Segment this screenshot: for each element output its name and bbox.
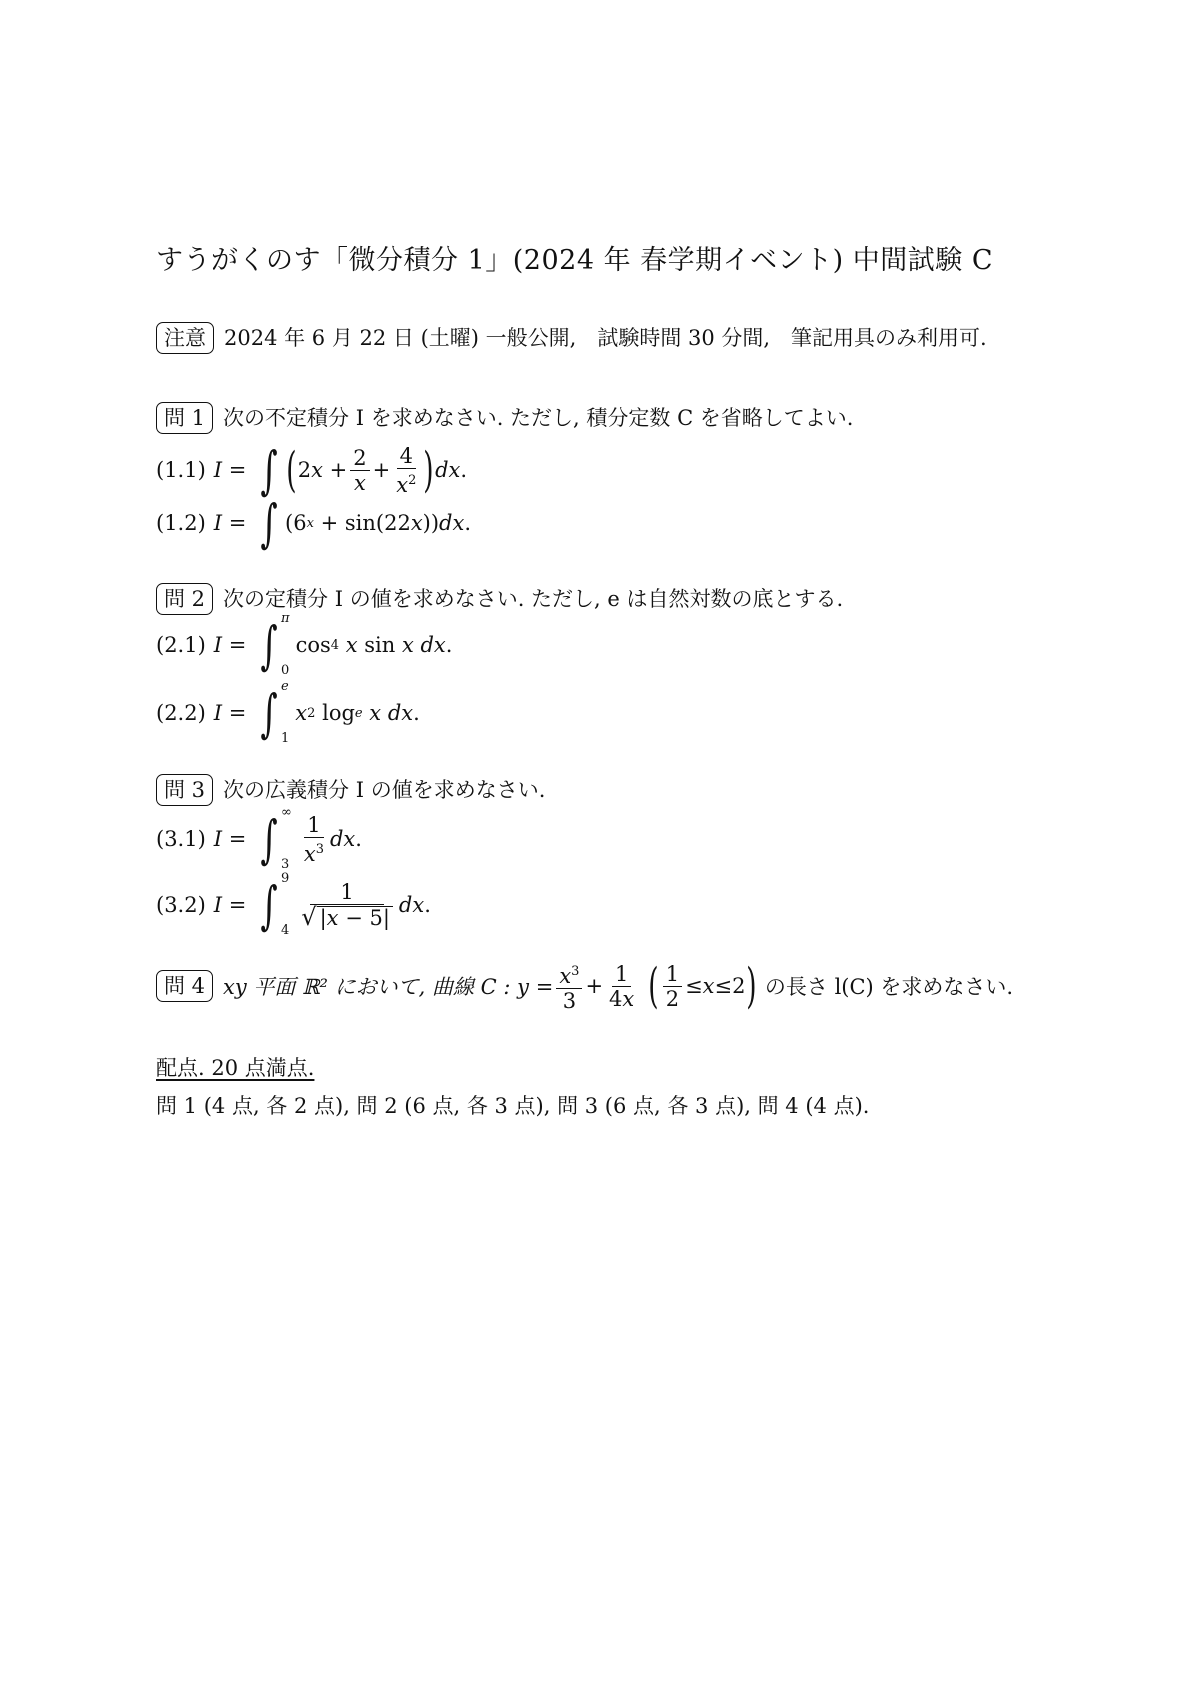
question-1-badge: 問 1: [156, 402, 213, 434]
question-2-text: 次の定積分 I の値を求めなさい. ただし, e は自然対数の底とする.: [223, 587, 844, 611]
integral-sign-icon: ∫: [260, 492, 278, 554]
question-3-badge: 問 3: [156, 774, 213, 806]
problem-3-1-label: (3.1): [156, 827, 206, 851]
question-3-text: 次の広義積分 I の値を求めなさい.: [223, 778, 546, 802]
integral-sign-icon: ∫: [260, 614, 278, 676]
problem-3-1: (3.1) I = ∫ ∞ 3 $\frac{1}{x^3}$ dx .: [156, 805, 362, 872]
page-title: すうがくのす「微分積分 1」(2024 年 春学期イベント) 中間試験 C: [156, 245, 994, 276]
problem-1-1-label: (1.1): [156, 458, 206, 482]
problem-3-2: (3.2) I = ∫ 9 4 1 √ |x − 5| dx .: [156, 871, 431, 938]
integral-sign-icon: ∫: [260, 439, 278, 501]
problem-1-1: (1.1) I = ∫ ( 2 x + $\frac{2}{x}$ + $\frac{4}{x^2}$ ) dx .: [156, 439, 468, 501]
question-4-lead: xy 平面 ℝ² において, 曲線 C : y =: [223, 975, 554, 999]
question-2-badge: 問 2: [156, 583, 213, 615]
scoring-heading: 配点. 20 点満点.: [156, 1056, 315, 1080]
scoring-detail: 問 1 (4 点, 各 2 点), 問 2 (6 点, 各 3 点), 問 3 (6 点, 各 3 点), 問 4 (4 点).: [156, 1094, 870, 1118]
problem-1-2: (1.2) I = ∫ (6 x + sin(22 x )) dx .: [156, 492, 472, 554]
problem-2-1-label: (2.1): [156, 633, 206, 657]
integral-sign-icon: ∫: [260, 874, 278, 936]
question-4: 問 4 xy 平面 ℝ² において, 曲線 C : y = $\frac{x^3}{3}$ + $\frac{1}{4x}$ ( $\frac{1}{2}$ ≤ x ≤2 ) の長さ l(C) を求めなさい.: [156, 958, 1013, 1014]
question-3-header: [156, 774, 545, 806]
sqrt-icon: √: [301, 903, 317, 931]
problem-2-2-label: (2.2): [156, 701, 206, 725]
problem-2-1: (2.1) I = ∫ π 0 cos 4 x sin x dx .: [156, 611, 453, 678]
problem-1-2-label: (1.2): [156, 511, 206, 535]
notice-badge: 注意: [156, 322, 214, 354]
question-1-header: [156, 402, 854, 434]
notice-row: [156, 322, 987, 354]
problem-2-2: (2.2) I = ∫ e 1 x 2 log e x dx .: [156, 679, 420, 746]
question-1-text: 次の不定積分 I を求めなさい. ただし, 積分定数 C を省略してよい.: [223, 406, 854, 430]
problem-3-2-label: (3.2): [156, 893, 206, 917]
notice-text: 2024 年 6 月 22 日 (土曜) 一般公開, 試験時間 30 分間, 筆記用具のみ利用可.: [224, 326, 987, 350]
integral-sign-icon: ∫: [260, 682, 278, 744]
integral-sign-icon: ∫: [260, 808, 278, 870]
question-4-tail: の長さ l(C) を求めなさい.: [764, 975, 1014, 999]
question-2-header: [156, 583, 843, 615]
question-4-badge: 問 4: [156, 970, 213, 1002]
